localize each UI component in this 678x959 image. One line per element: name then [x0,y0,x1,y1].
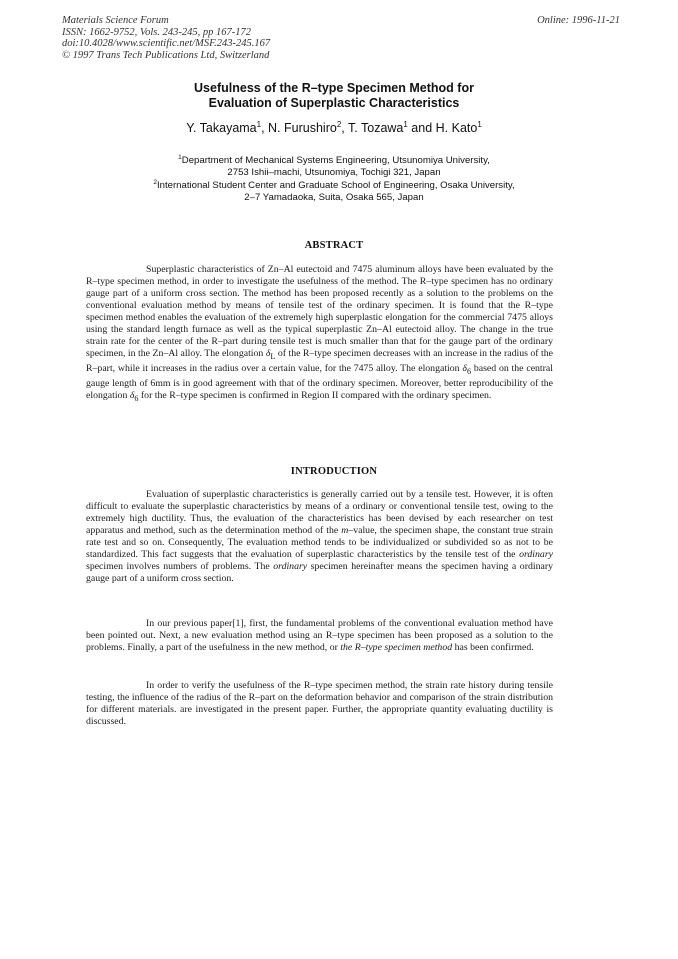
intro-paragraph-1 [86,489,553,585]
intro-text: specimen hereinafter means the specimen having a ordinary gauge part of a uniform cross section. [86,561,553,585]
intro-paragraph-3 [86,680,553,728]
delta-subscript: 6 [466,367,472,377]
title-line-2: Evaluation of Superplastic Characteristics [208,96,460,110]
intro-italic: the R–type specimen method [340,642,453,654]
issn-line: ISSN: 1662-9752, Vols. 243-245, pp 167-172 [62,26,251,38]
intro-text: specimen involves numbers of problems. The [86,561,274,573]
intro-text: In our previous paper[1], first, the fundamental problems of the conventional evaluation method have been pointed out. Next, a new evaluation method using an R–type specimen has been proposed as a solution to the problems. Finally, a part of the usefulness in the new method, or [86,618,553,654]
author-affil-mark: 1 [403,120,408,129]
abstract-heading: ABSTRACT [304,240,364,251]
abstract-text: based on the central gauge length of 6mm is in good agreement with that of the ordinary specimen. Moreover, better reproducibility of the elongation [86,363,553,402]
delta-symbol: δ [462,363,467,375]
affiliation-2 [0,177,668,204]
abstract-text: for the R–type specimen is confirmed in Region II compared with the ordinary specimen. [138,390,492,402]
delta-symbol: δ [129,390,135,402]
author-separator: and [407,121,436,136]
author-name: H. Kato [435,121,478,136]
affiliation-line-1: Department of Mechanical Systems Engineering, Utsunomiya University, [181,155,490,167]
author-name: N. Furushiro [268,121,337,136]
affiliation-mark: 1 [178,154,182,161]
intro-paragraph-2 [86,618,553,654]
abstract-body [86,264,553,405]
author-affil-mark: 1 [477,120,482,129]
intro-text: In order to verify the usefulness of the R–type specimen method, the strain rate history during tensile testing, the influence of the radius of the R–part on the deformation behavior and comparison of the strain distribution for different materials. are investigated in the present paper. Further, the appropriate quantity evaluating ductility is discussed. [86,680,553,728]
title-line-1: Usefulness of the R–type Specimen Method for [194,81,474,95]
author-separator: , [341,121,349,136]
author-affil-mark: 2 [336,120,342,129]
doi-line: doi:10.4028/www.scientific.net/MSF.243-245.167 [62,38,271,49]
author-separator: , [261,121,269,136]
intro-italic: ordinary [519,549,553,561]
affiliation-1 [0,152,668,179]
journal-name: Materials Science Forum [62,15,169,26]
paper-title [0,81,668,111]
abstract-text: Superplastic characteristics of Zn–Al eutectoid and 7475 aluminum alloys have been evaluated by the R–type specimen method, in order to investigate the usefulness of the method. The R–type specimen has no ordinary gauge part of a uniform cross section. The method has been proposed recently as a solution to the problems on the conventional evaluation method by means of tensile test of the ordinary specimen. It is found that the R–type specimen method enables the evaluation of the extremely high superplastic elongation for the commercial 7475 alloys using the standard length furnace as well as the typical superplastic Zn–Al eutectoid alloy. The change in the true strain rate for the center of the R–part during tensile test is much smaller than that for the gauge part of the ordinary specimen, in the Zn–Al alloy. The elongation [86,264,553,360]
affiliation-line-1: International Student Center and Graduate School of Engineering, Osaka University, [156,180,515,192]
intro-italic: m [341,525,349,537]
journal-header [62,15,270,61]
introduction-heading: INTRODUCTION [290,466,378,477]
affiliation-line-2: 2753 Ishii–machi, Utsunomiya, Tochigi 321, Japan [227,167,441,179]
affiliation-mark: 2 [153,179,157,186]
intro-text: Evaluation of superplastic characteristics is generally carried out by a tensile test. However, it is often difficult to evaluate the superplastic characteristics by means of a ordinary or conventional tensile test, owing to the extremely high ductility. Thus, the evaluation of the characteristics has been devised by each researcher on test apparatus and method, such as the determination method of the [86,489,553,537]
author-name: T. Tozawa [348,121,404,136]
delta-subscript: 6 [134,394,139,404]
affiliation-line-2: 2–7 Yamadaoka, Suita, Osaka 565, Japan [244,192,424,204]
intro-text: has been confirmed. [452,642,534,654]
author-name: Y. Takayama [186,121,257,136]
copyright-line: © 1997 Trans Tech Publications Ltd, Switzerland [62,49,270,61]
author-affil-mark: 1 [256,120,262,129]
delta-subscript: L [270,352,276,362]
author-list [0,120,668,135]
intro-italic: ordinary [273,561,308,573]
abstract-text: of the R–type specimen decreases with an increase in the radius of the R–part, while it increases in the radius over a certain value, for the 7475 alloy. The elongation [86,348,553,375]
delta-symbol: δ [265,348,271,360]
intro-text: –value, the specimen shape, the constant true strain rate test and so on. Consequently, The evaluation method tends to be individualized or subdivided so as not to be standardized. This fact suggests that the evaluation of superplastic characteristics by the tensile test of the [86,525,553,561]
online-date: Online: 1996-11-21 [537,15,620,26]
